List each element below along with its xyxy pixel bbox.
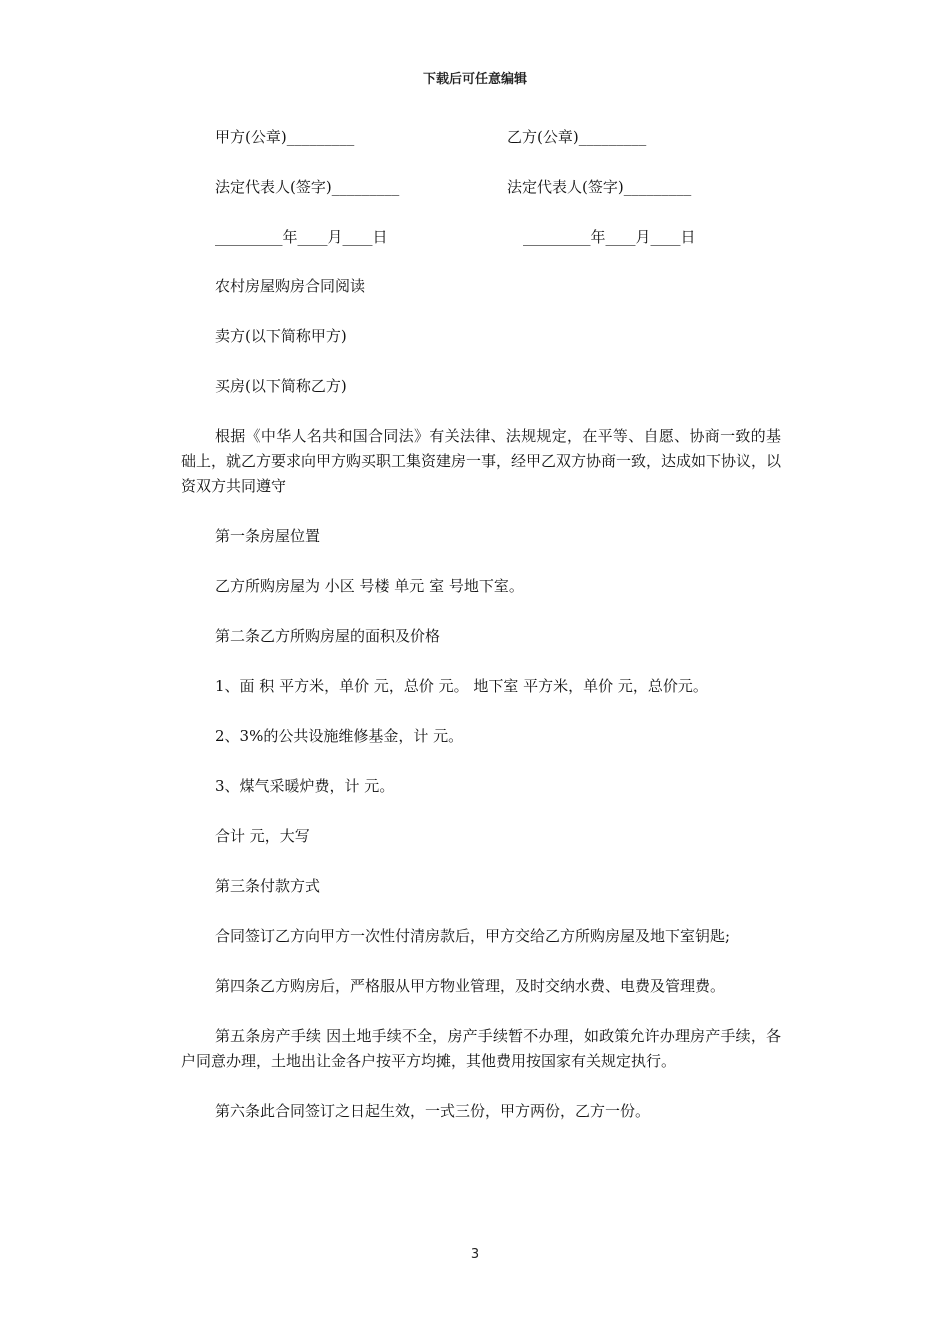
page-number: 3	[470, 1247, 480, 1262]
party-b-seal: 乙方(公章)_________	[507, 128, 647, 146]
article-5-text: 第五条房产手续 因土地手续不全，房产手续暂不办理，如政策允许办理房产手续，各户同意办理，土地出让金各户按平方均摊，其他费用按国家有关规定执行。	[181, 1027, 781, 1070]
contract-title: 农村房屋购房合同阅读	[215, 277, 366, 295]
buyer-line: 买房(以下简称乙方)	[215, 377, 347, 395]
article-1-text: 乙方所购房屋为 小区 号楼 单元 室 号地下室。	[215, 577, 524, 595]
party-a-date: _________年____月____日	[215, 228, 388, 246]
article-6-text: 第六条此合同签订之日起生效，一式三份，甲方两份，乙方一份。	[215, 1102, 651, 1120]
article-3-title: 第三条付款方式	[215, 877, 321, 895]
page-header: 下载后可任意编辑	[422, 72, 527, 87]
party-b-date: _________年____月____日	[523, 228, 696, 246]
article-2-item-2: 2、3%的公共设施维修基金，计 元。	[215, 727, 464, 745]
seller-line: 卖方(以下简称甲方)	[215, 327, 347, 345]
article-3-text: 合同签订乙方向甲方一次性付清房款后，甲方交给乙方所购房屋及地下室钥匙;	[215, 927, 731, 945]
article-2-total: 合计 元，大写	[215, 827, 310, 845]
document-body	[181, 124, 781, 1149]
party-a-representative: 法定代表人(签字)_________	[215, 178, 400, 196]
article-2-item-3: 3、煤气采暖炉费，计 元。	[215, 777, 395, 795]
preamble-paragraph: 根据《中华人名共和国合同法》有关法律、法规规定，在平等、自愿、协商一致的基础上，就乙方要求向甲方购买职工集资建房一事，经甲乙双方协商一致，达成如下协议，以资双方共同遵守	[181, 427, 782, 495]
party-a-seal: 甲方(公章)_________	[215, 128, 355, 146]
article-1-title: 第一条房屋位置	[215, 527, 321, 545]
seal-row	[181, 124, 781, 150]
party-b-representative: 法定代表人(签字)_________	[507, 178, 692, 196]
article-4-text: 第四条乙方购房后，严格服从甲方物业管理，及时交纳水费、电费及管理费。	[215, 977, 726, 995]
article-2-item-1: 1、面 积 平方米，单价 元，总价 元。 地下室 平方米，单价 元，总价元。	[215, 677, 708, 695]
article-2-title: 第二条乙方所购房屋的面积及价格	[215, 627, 441, 645]
date-row	[181, 224, 781, 250]
representative-row	[181, 174, 781, 200]
